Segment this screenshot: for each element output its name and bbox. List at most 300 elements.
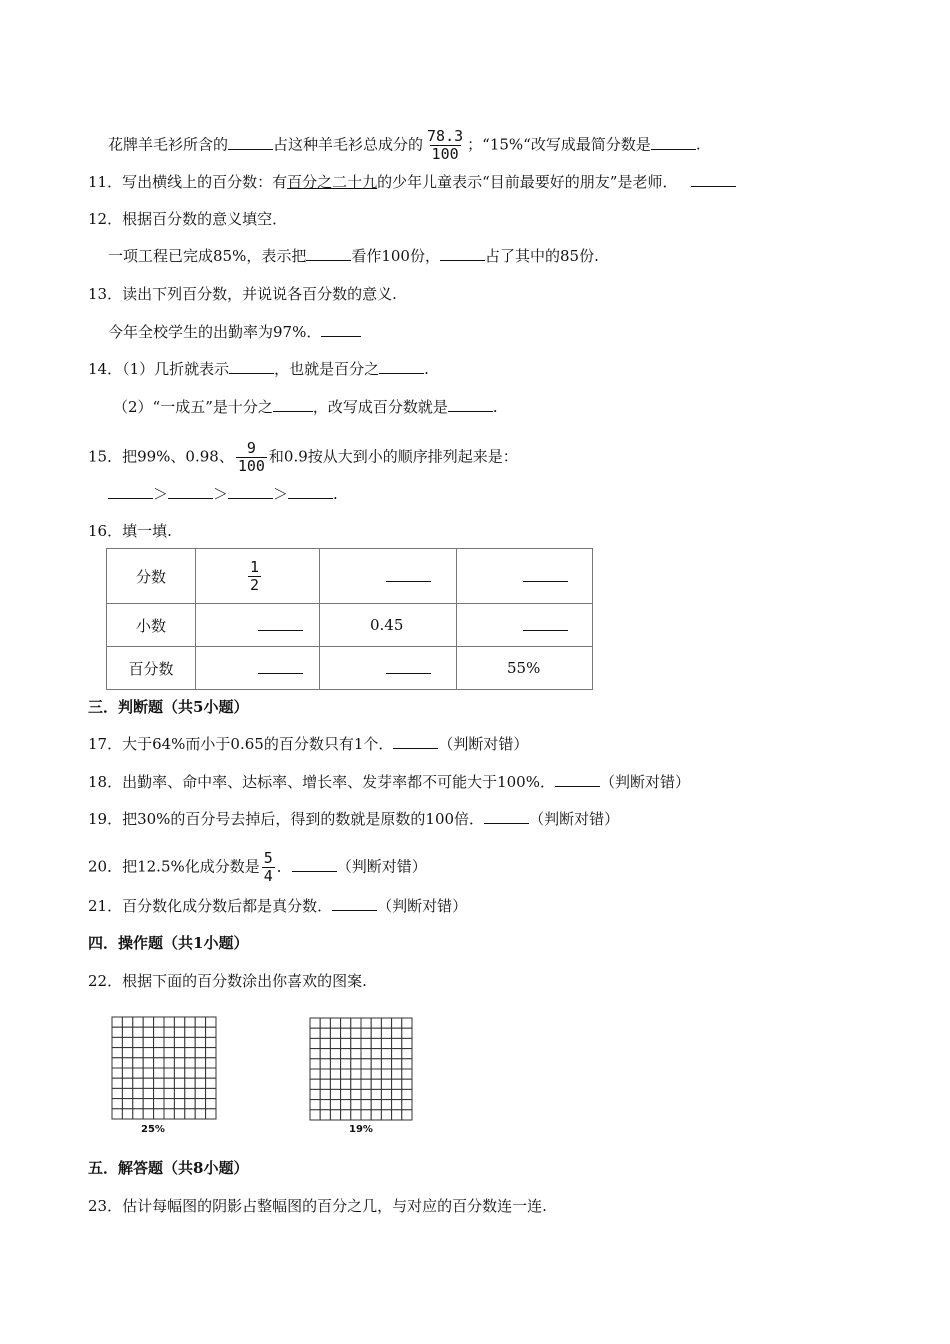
grid-cell[interactable] <box>164 1048 174 1058</box>
grid-cell[interactable] <box>381 1038 391 1048</box>
grid-cell[interactable] <box>164 1027 174 1037</box>
text: ；“15%“改写成最简分数是 <box>467 135 651 154</box>
question-12-body <box>108 246 599 266</box>
grid-cell[interactable] <box>122 1109 132 1119</box>
grid-cell[interactable] <box>164 1017 174 1027</box>
grid-cell[interactable] <box>371 1100 381 1110</box>
text: 看作100份， <box>351 247 440 265</box>
table-cell <box>196 549 320 604</box>
grid-cell[interactable] <box>185 1027 195 1037</box>
grid-cell[interactable] <box>185 1017 195 1027</box>
grid-cell[interactable] <box>341 1089 351 1099</box>
hundred-grid[interactable] <box>111 1016 217 1120</box>
text: 20．把12.5%化成分数是 <box>88 857 260 876</box>
text: 和0.9按从大到小的顺序排列起来是： <box>268 447 518 466</box>
grid-cell[interactable] <box>310 1110 320 1120</box>
grid-cell[interactable] <box>133 1037 143 1047</box>
grid-cell[interactable] <box>112 1068 122 1078</box>
text: （判断对错） <box>336 857 427 876</box>
grid-cell[interactable] <box>164 1068 174 1078</box>
question-11 <box>88 172 736 192</box>
answer-blank[interactable] <box>523 616 568 631</box>
grid-cell[interactable] <box>381 1018 391 1028</box>
grid-cell[interactable] <box>330 1110 340 1120</box>
greater-than: ＞ <box>153 485 169 503</box>
grid-cell[interactable] <box>174 1048 184 1058</box>
grid-cell[interactable] <box>371 1028 381 1038</box>
grid-cell[interactable] <box>320 1089 330 1099</box>
grid-cell[interactable] <box>185 1109 195 1119</box>
question-21 <box>88 896 467 916</box>
grid-cell[interactable] <box>320 1049 330 1059</box>
grid-cell[interactable] <box>185 1048 195 1058</box>
grid-cell[interactable] <box>154 1068 164 1078</box>
grid-cell[interactable] <box>174 1099 184 1109</box>
grid-cell[interactable] <box>154 1099 164 1109</box>
fraction-denominator: 2 <box>250 575 260 594</box>
question-18 <box>88 772 690 792</box>
grid-cell[interactable] <box>133 1048 143 1058</box>
grid-cell[interactable] <box>112 1048 122 1058</box>
table-cell <box>196 604 320 647</box>
question-17 <box>88 734 528 754</box>
fraction-numerator: 1 <box>250 557 260 576</box>
row-head-percent: 百分数 <box>107 647 196 690</box>
grid-cell[interactable] <box>341 1059 351 1069</box>
grid-cell[interactable] <box>320 1059 330 1069</box>
answer-blank[interactable] <box>228 135 273 150</box>
answer-blank[interactable] <box>691 172 736 187</box>
section-title-answer: 五．解答题（共8小题） <box>88 1159 249 1177</box>
grid-cell[interactable] <box>351 1079 361 1089</box>
grid-cell[interactable] <box>402 1028 412 1038</box>
question-20 <box>88 850 427 885</box>
grid-cell[interactable] <box>361 1069 371 1079</box>
grid-cell[interactable] <box>381 1089 391 1099</box>
grid-cell[interactable] <box>392 1028 402 1038</box>
grid-cell[interactable] <box>392 1038 402 1048</box>
grid-cell[interactable] <box>143 1027 153 1037</box>
table-cell <box>320 549 457 604</box>
grid-cell[interactable] <box>392 1018 402 1028</box>
answer-blank[interactable] <box>258 616 303 631</box>
answer-blank[interactable] <box>386 659 431 674</box>
grid-cell[interactable] <box>195 1088 205 1098</box>
text: ，改写成百分数就是 <box>312 398 448 416</box>
text: 花牌羊毛衫所含的 <box>108 135 229 154</box>
grid-cell[interactable] <box>392 1049 402 1059</box>
question-19 <box>88 809 619 829</box>
grid-cell[interactable] <box>206 1088 216 1098</box>
grid-cell[interactable] <box>164 1058 174 1068</box>
answer-blank[interactable] <box>448 397 493 412</box>
grid-cell[interactable] <box>122 1078 132 1088</box>
answer-blank[interactable] <box>228 484 273 499</box>
grid-cell[interactable] <box>195 1027 205 1037</box>
grid-cell[interactable] <box>351 1059 361 1069</box>
grid-cell[interactable] <box>361 1089 371 1099</box>
grid-cell[interactable] <box>143 1058 153 1068</box>
text: 17．大于64%而小于0.65的百分数只有1个． <box>88 735 394 753</box>
grid-cell[interactable] <box>351 1018 361 1028</box>
text: . <box>333 485 338 503</box>
grid-cell[interactable] <box>392 1079 402 1089</box>
grid-cell[interactable] <box>174 1017 184 1027</box>
grid-cell[interactable] <box>361 1100 371 1110</box>
grid-cell[interactable] <box>402 1079 412 1089</box>
grid-cell[interactable] <box>122 1017 132 1027</box>
grid-cell[interactable] <box>341 1110 351 1120</box>
grid-cell[interactable] <box>351 1038 361 1048</box>
answer-blank[interactable] <box>306 246 351 261</box>
grid-cell[interactable] <box>381 1059 391 1069</box>
grid-cell[interactable] <box>122 1058 132 1068</box>
answer-blank[interactable] <box>273 397 313 412</box>
table-row <box>107 647 593 690</box>
grid-cell[interactable] <box>112 1099 122 1109</box>
grid-label: 25% <box>141 1124 165 1135</box>
grid-cell[interactable] <box>361 1110 371 1120</box>
grid-cell[interactable] <box>392 1069 402 1079</box>
grid-cell[interactable] <box>154 1027 164 1037</box>
grid-cell[interactable] <box>143 1099 153 1109</box>
grid-cell[interactable] <box>122 1068 132 1078</box>
grid-cell[interactable] <box>351 1028 361 1038</box>
grid-cell[interactable] <box>164 1099 174 1109</box>
grid-cell[interactable] <box>341 1028 351 1038</box>
grid-cell[interactable] <box>371 1069 381 1079</box>
grid-cell[interactable] <box>330 1059 340 1069</box>
grid-cell[interactable] <box>174 1027 184 1037</box>
text: 一项工程已完成85%，表示把 <box>108 247 307 265</box>
grid-cell[interactable] <box>122 1048 132 1058</box>
table-row <box>107 549 593 604</box>
grid-cell[interactable] <box>341 1049 351 1059</box>
grid-cell[interactable] <box>195 1037 205 1047</box>
grid-cell[interactable] <box>330 1028 340 1038</box>
grid-cell[interactable] <box>143 1017 153 1027</box>
text: （判断对错） <box>438 735 529 753</box>
section-title-judgement: 三．判断题（共5小题） <box>88 698 249 716</box>
grid-cell[interactable] <box>164 1037 174 1047</box>
grid-cell[interactable] <box>154 1017 164 1027</box>
grid-cell[interactable] <box>320 1100 330 1110</box>
grid-cell[interactable] <box>206 1109 216 1119</box>
section-title-operation: 四．操作题（共1小题） <box>88 934 249 952</box>
fraction-numerator: 5 <box>263 849 273 867</box>
question-13 <box>88 284 397 304</box>
grid-cell[interactable] <box>112 1078 122 1088</box>
text: 占这种羊毛衫总成分的 <box>273 135 424 154</box>
grid-cell[interactable] <box>143 1078 153 1088</box>
grid-cell[interactable] <box>154 1078 164 1088</box>
grid-cell[interactable] <box>112 1109 122 1119</box>
grid-cell[interactable] <box>185 1099 195 1109</box>
grid-cell[interactable] <box>310 1059 320 1069</box>
grid-cell[interactable] <box>154 1048 164 1058</box>
grid-cell[interactable] <box>206 1017 216 1027</box>
grid-cell[interactable] <box>330 1069 340 1079</box>
grid-cell[interactable] <box>154 1037 164 1047</box>
grid-cell[interactable] <box>143 1037 153 1047</box>
grid-cell[interactable] <box>174 1068 184 1078</box>
grid-cell[interactable] <box>133 1027 143 1037</box>
text: （判断对错） <box>529 810 620 828</box>
text: . <box>424 360 429 378</box>
row-head-decimal: 小数 <box>107 604 196 647</box>
grid-cell[interactable] <box>361 1038 371 1048</box>
row-head-fraction: 分数 <box>107 549 196 604</box>
grid-cell[interactable] <box>174 1037 184 1047</box>
grid-cell[interactable] <box>206 1048 216 1058</box>
grid-cell[interactable] <box>310 1018 320 1028</box>
grid-cell[interactable] <box>310 1049 320 1059</box>
grid-cell[interactable] <box>133 1078 143 1088</box>
fill-table <box>106 548 593 690</box>
grid-cell[interactable] <box>341 1100 351 1110</box>
grid-cell[interactable] <box>143 1048 153 1058</box>
answer-blank[interactable] <box>258 659 303 674</box>
grid-cell[interactable] <box>185 1068 195 1078</box>
answer-blank[interactable] <box>332 896 377 911</box>
grid-cell[interactable] <box>112 1058 122 1068</box>
grid-cell[interactable] <box>112 1037 122 1047</box>
fraction-numerator: 9 <box>246 439 256 457</box>
question-10-continuation <box>108 128 701 163</box>
grid-cell[interactable] <box>195 1068 205 1078</box>
grid-cell[interactable] <box>112 1088 122 1098</box>
fraction-denominator: 100 <box>237 457 265 475</box>
grid-cell[interactable] <box>310 1038 320 1048</box>
grid-cell[interactable] <box>195 1099 205 1109</box>
grid-cell[interactable] <box>310 1028 320 1038</box>
question-16 <box>88 521 172 541</box>
answer-blank[interactable] <box>440 246 485 261</box>
grid-cell[interactable] <box>371 1018 381 1028</box>
grid-cell[interactable] <box>371 1038 381 1048</box>
grid-cell[interactable] <box>174 1088 184 1098</box>
grid-cell[interactable] <box>371 1110 381 1120</box>
answer-blank[interactable] <box>555 772 600 787</box>
grid-cell[interactable] <box>402 1059 412 1069</box>
grid-cell[interactable] <box>402 1110 412 1120</box>
grid-cell[interactable] <box>330 1089 340 1099</box>
grid-cell[interactable] <box>361 1028 371 1038</box>
grid-cell[interactable] <box>392 1100 402 1110</box>
text: 11．写出横线上的百分数：有 <box>88 173 288 191</box>
table-cell <box>457 604 593 647</box>
grid-cell[interactable] <box>330 1049 340 1059</box>
grid-cell[interactable] <box>154 1058 164 1068</box>
answer-blank[interactable] <box>292 857 337 872</box>
grid-cell[interactable] <box>361 1018 371 1028</box>
grid-cell[interactable] <box>195 1109 205 1119</box>
grid-cell[interactable] <box>195 1017 205 1027</box>
grid-cell[interactable] <box>371 1089 381 1099</box>
grid-cell[interactable] <box>330 1079 340 1089</box>
grid-cell[interactable] <box>133 1099 143 1109</box>
text: 23．估计每幅图的阴影占整幅图的百分之几，与对应的百分数连一连. <box>88 1197 547 1215</box>
answer-blank[interactable] <box>651 135 696 150</box>
grid-cell[interactable] <box>402 1100 412 1110</box>
grid-cell[interactable] <box>310 1089 320 1099</box>
decimal-value: 0.45 <box>370 616 404 634</box>
grid-19-percent[interactable] <box>309 1017 413 1125</box>
grid-cell[interactable] <box>122 1027 132 1037</box>
grid-cell[interactable] <box>341 1018 351 1028</box>
hundred-grid[interactable] <box>309 1017 413 1121</box>
grid-cell[interactable] <box>122 1088 132 1098</box>
question-14-part2 <box>113 397 498 417</box>
grid-cell[interactable] <box>185 1037 195 1047</box>
grid-cell[interactable] <box>320 1110 330 1120</box>
grid-cell[interactable] <box>341 1079 351 1089</box>
grid-cell[interactable] <box>174 1109 184 1119</box>
grid-cell[interactable] <box>206 1099 216 1109</box>
answer-blank[interactable] <box>288 484 333 499</box>
answer-blank[interactable] <box>379 359 424 374</box>
table-cell <box>196 647 320 690</box>
grid-cell[interactable] <box>381 1028 391 1038</box>
text: . <box>492 398 498 416</box>
answer-blank[interactable] <box>386 567 431 582</box>
grid-cell[interactable] <box>174 1078 184 1088</box>
grid-cell[interactable] <box>164 1078 174 1088</box>
grid-cell[interactable] <box>164 1109 174 1119</box>
text: ，也就是百分之 <box>274 360 380 378</box>
grid-cell[interactable] <box>402 1018 412 1028</box>
grid-cell[interactable] <box>351 1089 361 1099</box>
grid-cell[interactable] <box>351 1110 361 1120</box>
grid-cell[interactable] <box>154 1088 164 1098</box>
grid-cell[interactable] <box>206 1068 216 1078</box>
grid-cell[interactable] <box>206 1078 216 1088</box>
grid-cell[interactable] <box>122 1099 132 1109</box>
grid-cell[interactable] <box>330 1038 340 1048</box>
question-22 <box>88 971 367 991</box>
text: 13．读出下列百分数，并说说各百分数的意义. <box>88 285 397 303</box>
fraction-numerator: 78.3 <box>427 127 464 145</box>
grid-cell[interactable] <box>310 1079 320 1089</box>
grid-cell[interactable] <box>341 1069 351 1079</box>
text: （判断对错） <box>377 897 468 915</box>
answer-blank[interactable] <box>484 809 529 824</box>
grid-cell[interactable] <box>164 1088 174 1098</box>
text: 的少年儿童表示“目前最要好的朋友”是老师． <box>377 173 678 191</box>
fraction <box>236 440 267 475</box>
grid-cell[interactable] <box>320 1069 330 1079</box>
text: 21．百分数化成分数后都是真分数． <box>88 897 333 915</box>
fraction-denominator: 4 <box>263 867 273 885</box>
grid-cell[interactable] <box>195 1048 205 1058</box>
grid-cell[interactable] <box>206 1027 216 1037</box>
grid-cell[interactable] <box>402 1089 412 1099</box>
text: （判断对错） <box>599 773 690 791</box>
grid-cell[interactable] <box>143 1088 153 1098</box>
grid-cell[interactable] <box>133 1017 143 1027</box>
grid-cell[interactable] <box>133 1058 143 1068</box>
grid-cell[interactable] <box>320 1018 330 1028</box>
grid-cell[interactable] <box>185 1058 195 1068</box>
grid-cell[interactable] <box>320 1038 330 1048</box>
grid-cell[interactable] <box>320 1079 330 1089</box>
text: 18．出勤率、命中率、达标率、增长率、发芽率都不可能大于100%． <box>88 773 555 791</box>
text: （2）“一成五”是十分之 <box>113 398 273 416</box>
grid-cell[interactable] <box>361 1079 371 1089</box>
answer-blank[interactable] <box>108 484 153 499</box>
grid-cell[interactable] <box>122 1037 132 1047</box>
grid-cell[interactable] <box>402 1049 412 1059</box>
grid-25-percent[interactable] <box>111 1016 217 1124</box>
grid-cell[interactable] <box>371 1079 381 1089</box>
text: 22．根据下面的百分数涂出你喜欢的图案. <box>88 972 367 990</box>
grid-cell[interactable] <box>361 1049 371 1059</box>
grid-cell[interactable] <box>310 1100 320 1110</box>
grid-cell[interactable] <box>392 1059 402 1069</box>
grid-cell[interactable] <box>185 1088 195 1098</box>
answer-blank[interactable] <box>523 567 568 582</box>
grid-cell[interactable] <box>133 1088 143 1098</box>
grid-cell[interactable] <box>381 1069 391 1079</box>
grid-cell[interactable] <box>402 1038 412 1048</box>
grid-cell[interactable] <box>112 1017 122 1027</box>
grid-cell[interactable] <box>402 1069 412 1079</box>
grid-cell[interactable] <box>392 1110 402 1120</box>
grid-cell[interactable] <box>143 1068 153 1078</box>
table-cell <box>320 647 457 690</box>
question-13-body <box>108 322 361 342</box>
grid-label: 19% <box>349 1124 373 1135</box>
greater-than: ＞ <box>273 485 289 503</box>
percent-value: 55% <box>507 659 541 677</box>
grid-cell[interactable] <box>341 1038 351 1048</box>
answer-blank[interactable] <box>229 359 274 374</box>
grid-cell[interactable] <box>330 1100 340 1110</box>
grid-cell[interactable] <box>185 1078 195 1088</box>
answer-blank[interactable] <box>168 484 213 499</box>
grid-cell[interactable] <box>371 1059 381 1069</box>
table-row <box>107 604 593 647</box>
grid-cell[interactable] <box>133 1109 143 1119</box>
grid-cell[interactable] <box>392 1089 402 1099</box>
grid-cell[interactable] <box>195 1058 205 1068</box>
grid-cell[interactable] <box>154 1109 164 1119</box>
grid-cell[interactable] <box>371 1049 381 1059</box>
grid-cell[interactable] <box>174 1058 184 1068</box>
grid-cell[interactable] <box>112 1027 122 1037</box>
grid-cell[interactable] <box>206 1037 216 1047</box>
grid-cell[interactable] <box>133 1068 143 1078</box>
grid-cell[interactable] <box>381 1079 391 1089</box>
question-15-answer <box>108 484 338 504</box>
grid-cell[interactable] <box>381 1110 391 1120</box>
grid-cell[interactable] <box>330 1018 340 1028</box>
answer-blank[interactable] <box>393 734 438 749</box>
grid-cell[interactable] <box>351 1049 361 1059</box>
grid-cell[interactable] <box>351 1100 361 1110</box>
grid-cell[interactable] <box>320 1028 330 1038</box>
grid-cell[interactable] <box>206 1058 216 1068</box>
answer-blank[interactable] <box>321 322 361 337</box>
grid-cell[interactable] <box>381 1100 391 1110</box>
grid-cell[interactable] <box>381 1049 391 1059</box>
text: 14．（1）几折就表示 <box>88 360 230 378</box>
grid-cell[interactable] <box>351 1069 361 1079</box>
grid-cell[interactable] <box>361 1059 371 1069</box>
grid-cell[interactable] <box>310 1069 320 1079</box>
grid-cell[interactable] <box>195 1078 205 1088</box>
grid-cell[interactable] <box>143 1109 153 1119</box>
